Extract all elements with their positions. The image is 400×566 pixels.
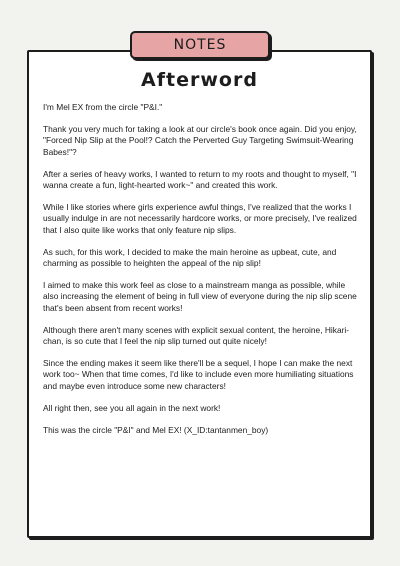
paragraph-9: All right then, see you all again in the next work! bbox=[43, 402, 221, 413]
notes-tab bbox=[130, 31, 270, 59]
notes-tab-label: NOTES bbox=[173, 37, 227, 53]
paragraph-4: While I like stories where girls experience awful things, I've realized that the works I usually indulge in are not necessarily hardcore works, or more precisely, I've realized that I also quite like works that only feature nip slips. bbox=[43, 202, 357, 235]
notes-card bbox=[27, 50, 372, 538]
paragraph-7: Although there aren't many scenes with explicit sexual content, the heroine, Hikari-chan, is so cute that I feel the nip slip turned out quite nicely! bbox=[43, 324, 350, 347]
paragraph-8: Since the ending makes it seem like there'll be a sequel, I hope I can make the next work too~ When that time comes, I'd like to include even more humiliating situations and maybe even introduce some new characters! bbox=[43, 358, 354, 391]
paragraph-1: I'm Mel EX from the circle "P&I." bbox=[43, 102, 163, 112]
paragraph-3: After a series of heavy works, I wanted to return to my roots and thought to myself, "I wanna create a fun, light-hearted work~" and created this work. bbox=[43, 168, 357, 191]
afterword-body bbox=[43, 102, 358, 447]
paragraph-6: I aimed to make this work feel as close to a mainstream manga as possible, while also increasing the element of being in full view of everyone during the nip slip scene that's been absent from recent works! bbox=[43, 280, 357, 313]
page-title: Afterword bbox=[141, 69, 258, 91]
paragraph-5: As such, for this work, I decided to make the main heroine as upbeat, cute, and charming as possible to heighten the appeal of the nip slip! bbox=[43, 246, 337, 269]
paragraph-10: This was the circle "P&I" and Mel EX! (X_ID:tantanmen_boy) bbox=[43, 425, 269, 436]
paragraph-2: Thank you very much for taking a look at our circle's book once again. Did you enjoy, "Forced Nip Slip at the Pool!? Catch the Perverted Guy Targeting Swimsuit-Wearing Babes!"? bbox=[43, 124, 357, 157]
